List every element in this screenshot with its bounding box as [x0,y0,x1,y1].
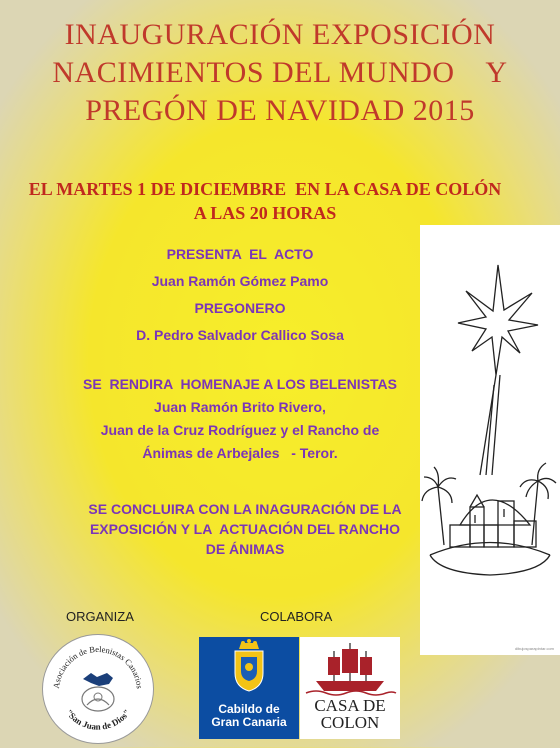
homenaje-line-3: Juan de la Cruz Rodríguez y el Rancho de [100,422,380,438]
asociacion-seal-icon [43,635,153,743]
caravel-ship-icon [300,637,400,699]
event-date-line: EL MARTES 1 DE DICIEMBRE EN LA CASA DE COLÓN [28,179,502,199]
conclusion-line-2: EXPOSICIÓN Y LA ACTUACIÓN DEL RANCHO [89,521,401,537]
star-of-bethlehem-over-town-icon [420,225,560,655]
casa-line-2: COLON [320,713,380,732]
cabildo-line-1: Cabildo de [218,702,280,716]
presenta-label: PRESENTA EL ACTO [166,246,314,262]
organiza-label: ORGANIZA [66,609,134,624]
cabildo-gran-canaria-logo [199,637,299,739]
homenaje-line-4: Ánimas de Arbejales - Teror. [142,445,338,461]
conclusion-line-1: SE CONCLUIRA CON LA INAGURACIÓN DE LA [88,501,402,517]
title-line-1: INAUGURACIÓN EXPOSICIÓN [64,18,496,51]
cabildo-line-2: Gran Canaria [211,715,287,729]
casa-line-1: CASA DE [314,696,386,715]
homenaje-line-2: Juan Ramón Brito Rivero, [154,399,326,415]
pregonero-name: D. Pedro Salvador Callico Sosa [136,327,344,343]
conclusion-block [20,499,470,559]
cabildo-text [199,703,299,729]
homenaje-line-1: SE RENDIRA HOMENAJE A LOS BELENISTAS [83,376,397,392]
title-line-3: PREGÓN DE NAVIDAD 2015 [85,94,475,127]
event-time-line: A LAS 20 HORAS [193,203,337,223]
drawing-credit: dibujosparapintar.com [514,646,554,651]
asoc-ring-bottom: "San Juan de Dios" [63,707,133,732]
casa-de-colon-logo [300,637,400,739]
event-date-block [20,177,510,225]
asociacion-belenistas-logo [42,634,154,744]
nativity-drawing [420,225,560,655]
pregonero-label: PREGONERO [194,300,286,316]
conclusion-line-3: DE ÁNIMAS [205,541,285,557]
casa-text [300,697,400,731]
program-block [60,241,420,349]
presenta-name: Juan Ramón Gómez Pamo [151,273,329,289]
colabora-label: COLABORA [260,609,333,624]
cabildo-coat-of-arms-icon [199,637,299,697]
poster-title [0,16,560,130]
title-line-2: NACIMIENTOS DEL MUNDO Y [52,56,508,89]
homenaje-block [20,373,460,465]
asoc-ring-top: Asociación de Belenistas Canarios [51,643,145,690]
